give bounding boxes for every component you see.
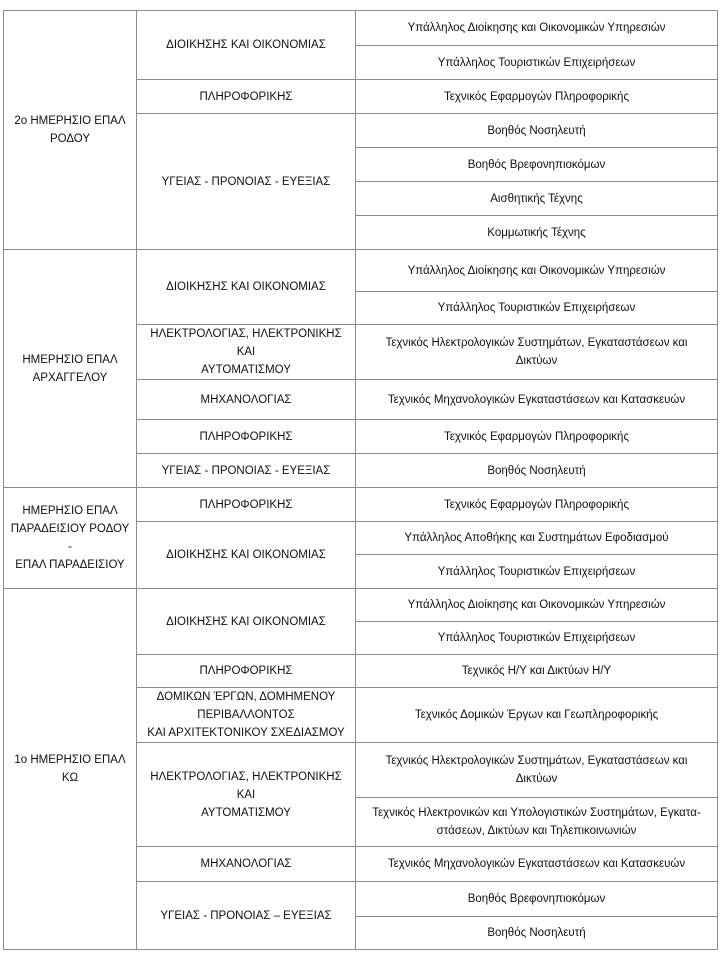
sector-cell (137, 522, 356, 589)
specialty-name: Τεχνικός Εφαρμογών Πληροφορικής (443, 430, 629, 443)
sector-cell (137, 325, 356, 380)
specialty-cell (356, 488, 718, 522)
school-name: ΗΜΕΡΗΣΙΟ ΕΠΑΛ ΑΡΧΑΓΓΕΛΟΥ (22, 353, 118, 384)
specialty-name: Υπάλληλος Αποθήκης και Συστημάτων Εφοδιασμού (404, 532, 669, 544)
specialty-name: Υπάλληλος Τουριστικών Επιχειρήσεων (437, 632, 636, 644)
school-name-cell (4, 488, 137, 589)
sector-cell (137, 655, 356, 688)
specialty-cell (356, 216, 718, 250)
school-name: 2ο ΗΜΕΡΗΣΙΟ ΕΠΑΛ ΡΟΔΟΥ (14, 115, 126, 145)
specialty-cell (356, 454, 718, 488)
specialty-cell (356, 80, 718, 114)
schools-table (3, 10, 718, 950)
specialty-name: Τεχνικός Ηλεκτρολογικών Συστημάτων, Εγκαταστάσεων και Δικτύων (385, 755, 688, 785)
specialty-cell (356, 655, 718, 688)
specialty-name: Τεχνικός Μηχανολογικών Εγκαταστάσεων και Κατασκευών (387, 393, 686, 406)
school-name: 1ο ΗΜΕΡΗΣΙΟ ΕΠΑΛ ΚΩ (14, 754, 126, 784)
specialty-cell (356, 292, 718, 325)
sector-cell (137, 743, 356, 847)
specialty-cell (356, 917, 718, 950)
sector-cell (137, 882, 356, 950)
sector-cell (137, 688, 356, 743)
specialty-cell (356, 589, 718, 622)
specialty-cell (356, 522, 718, 555)
specialty-name: Τεχνικός Η/Υ και Δικτύων Η/Υ (461, 665, 612, 677)
sector-name: ΜΗΧΑΝΟΛΟΓΙΑΣ (200, 393, 292, 406)
table-row (4, 250, 718, 292)
sector-name: ΥΓΕΙΑΣ - ΠΡΟΝΟΙΑΣ - ΕΥΕΞΙΑΣ (161, 175, 331, 188)
school-name-cell (4, 11, 137, 250)
specialty-cell (356, 882, 718, 917)
specialty-name: Βοηθός Νοσηλευτή (487, 464, 586, 477)
specialty-cell (356, 46, 718, 80)
specialty-cell (356, 148, 718, 182)
sector-cell (137, 589, 356, 655)
specialty-cell (356, 325, 718, 380)
specialty-cell (356, 847, 718, 882)
sector-name: ΗΛΕΚΤΡΟΛΟΓΙΑΣ, ΗΛΕΚΤΡΟΝΙΚΗΣ ΚΑΙ ΑΥΤΟΜΑΤΙΣΜΟΥ (150, 328, 342, 376)
specialty-name: Τεχνικός Μηχανολογικών Εγκαταστάσεων και Κατασκευών (387, 858, 686, 870)
specialty-name: Τεχνικός Ηλεκτρονικών και Υπολογιστικών Συστημάτων, Εγκατα- στάσεων, Δικτύων και Τηλεπικοινωνιών (372, 807, 701, 837)
sector-cell (137, 250, 356, 325)
specialty-cell (356, 114, 718, 148)
specialty-name: Υπάλληλος Διοίκησης και Οικονομικών Υπηρεσιών (407, 22, 666, 34)
sector-name: ΠΛΗΡΟΦΟΡΙΚΗΣ (199, 498, 293, 511)
sector-name: ΠΛΗΡΟΦΟΡΙΚΗΣ (199, 665, 293, 677)
specialty-name: Τεχνικός Ηλεκτρολογικών Συστημάτων, Εγκαταστάσεων και Δικτύων (385, 337, 688, 367)
specialty-cell (356, 250, 718, 292)
sector-name: ΠΛΗΡΟΦΟΡΙΚΗΣ (199, 430, 293, 443)
sector-cell (137, 420, 356, 454)
sector-cell (137, 80, 356, 114)
specialty-cell (356, 688, 718, 743)
specialty-name: Αισθητικής Τέχνης (490, 192, 583, 205)
specialty-cell (356, 420, 718, 454)
sector-name: ΥΓΕΙΑΣ - ΠΡΟΝΟΙΑΣ - ΕΥΕΞΙΑΣ (161, 464, 331, 477)
sector-name: ΜΗΧΑΝΟΛΟΓΙΑΣ (200, 858, 292, 870)
sector-name: ΔΙΟΙΚΗΣΗΣ ΚΑΙ ΟΙΚΟΝΟΜΙΑΣ (166, 615, 326, 628)
sector-cell (137, 114, 356, 250)
specialty-name: Υπάλληλος Τουριστικών Επιχειρήσεων (437, 56, 636, 69)
specialty-name: Τεχνικός Εφαρμογών Πληροφορικής (443, 498, 629, 511)
sector-name: ΔΟΜΙΚΩΝ ΈΡΓΩΝ, ΔΟΜΗΜΕΝΟΥ ΠΕΡΙΒΑΛΛΟΝΤΟΣ ΚΑΙ ΑΡΧΙΤΕΚΤΟΝΙΚΟΥ ΣΧΕΔΙΑΣΜΟΥ (147, 691, 345, 739)
table-row (4, 488, 718, 522)
sector-cell (137, 380, 356, 420)
school-name-cell (4, 250, 137, 488)
sector-cell (137, 454, 356, 488)
specialty-name: Βοηθός Νοσηλευτή (487, 124, 586, 137)
sector-name: ΠΛΗΡΟΦΟΡΙΚΗΣ (199, 90, 293, 103)
school-name-cell (4, 589, 137, 950)
sector-name: ΔΙΟΙΚΗΣΗΣ ΚΑΙ ΟΙΚΟΝΟΜΙΑΣ (166, 549, 326, 561)
specialty-name: Υπάλληλος Διοίκησης και Οικονομικών Υπηρεσιών (407, 599, 666, 611)
sector-cell (137, 11, 356, 80)
specialty-cell (356, 555, 718, 589)
specialty-cell (356, 798, 718, 847)
school-name: ΗΜΕΡΗΣΙΟ ΕΠΑΛ ΠΑΡΑΔΕΙΣΙΟΥ ΡΟΔΟΥ - ΕΠΑΛ ΠΑΡΑΔΕΙΣΙΟΥ (10, 505, 130, 571)
specialty-cell (356, 743, 718, 798)
sector-name: ΗΛΕΚΤΡΟΛΟΓΙΑΣ, ΗΛΕΚΤΡΟΝΙΚΗΣ ΚΑΙ ΑΥΤΟΜΑΤΙΣΜΟΥ (150, 770, 342, 819)
specialty-name: Υπάλληλος Τουριστικών Επιχειρήσεων (437, 565, 636, 578)
specialty-cell (356, 11, 718, 46)
specialty-name: Βοηθός Βρεφονηπιοκόμων (467, 158, 606, 171)
specialty-cell (356, 622, 718, 655)
specialty-cell (356, 380, 718, 420)
specialty-name: Υπάλληλος Διοίκησης και Οικονομικών Υπηρεσιών (407, 264, 666, 277)
sector-cell (137, 847, 356, 882)
specialty-name: Υπάλληλος Τουριστικών Επιχειρήσεων (437, 302, 636, 314)
specialty-name: Κομμωτικής Τέχνης (487, 226, 586, 239)
sector-cell (137, 488, 356, 522)
specialty-name: Τεχνικός Εφαρμογών Πληροφορικής (443, 90, 629, 103)
specialty-name: Βοηθός Νοσηλευτή (487, 927, 586, 939)
specialty-name: Τεχνικός Δομικών Έργων και Γεωπληροφορικής (414, 709, 659, 721)
sector-name: ΔΙΟΙΚΗΣΗΣ ΚΑΙ ΟΙΚΟΝΟΜΙΑΣ (166, 39, 326, 51)
sector-name: ΥΓΕΙΑΣ - ΠΡΟΝΟΙΑΣ – ΕΥΕΞΙΑΣ (160, 909, 332, 922)
table-row (4, 11, 718, 46)
specialty-cell (356, 182, 718, 216)
specialty-name: Βοηθός Βρεφονηπιοκόμων (467, 893, 606, 905)
sector-name: ΔΙΟΙΚΗΣΗΣ ΚΑΙ ΟΙΚΟΝΟΜΙΑΣ (166, 281, 326, 293)
table-row (4, 589, 718, 622)
